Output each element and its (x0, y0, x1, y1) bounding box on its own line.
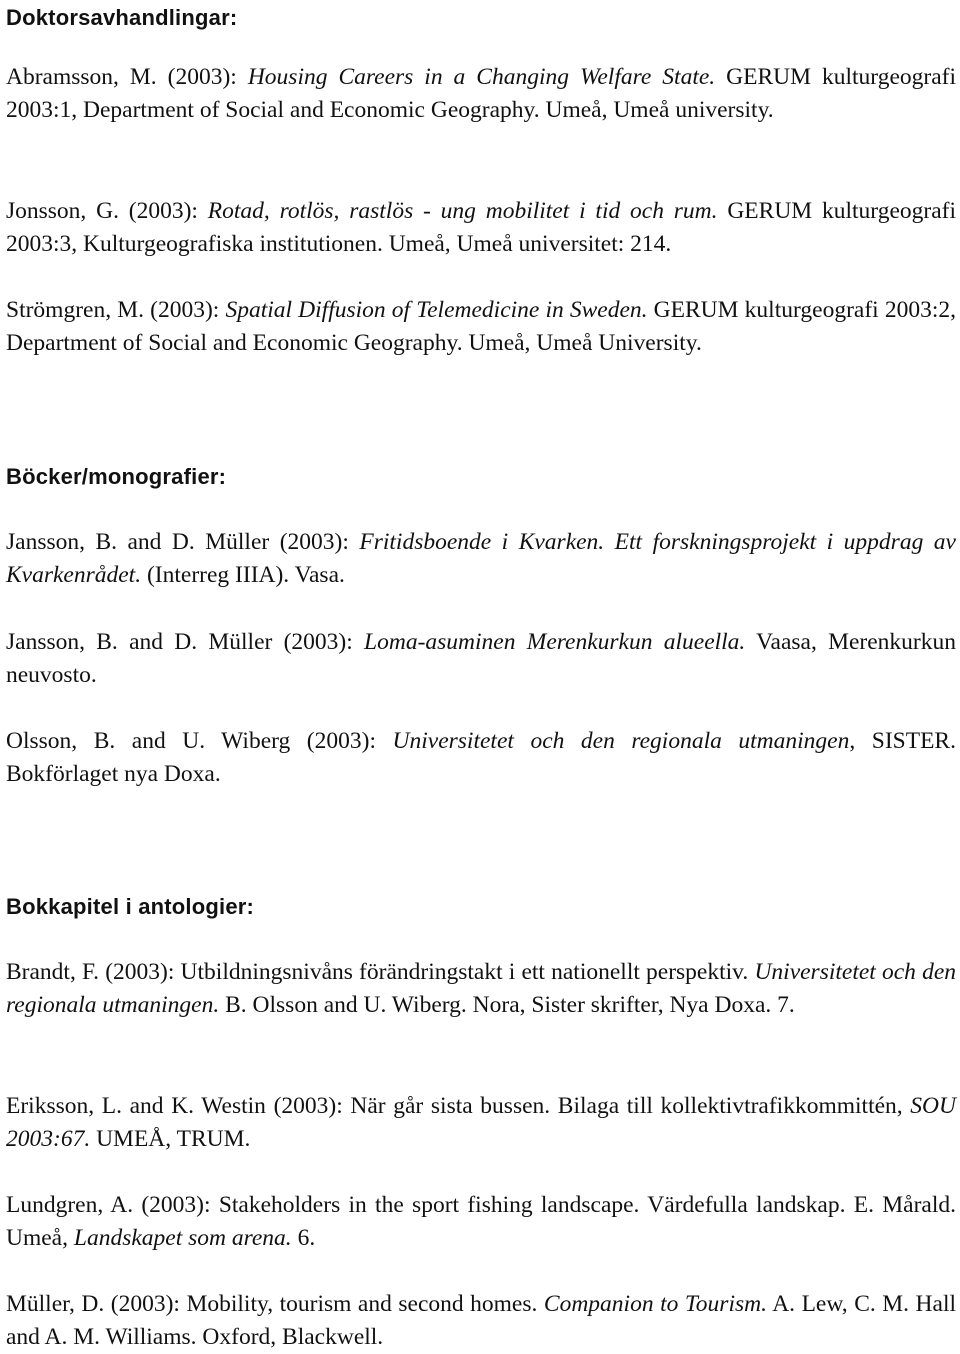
reference-entry: Jonsson, G. (2003): Rotad, rotlös, rastlös - ung mobilitet i tid och rum. GERUM kulturgeografi 2003:3, Kulturgeografiska institutionen. Umeå, Umeå universitet: 214. (6, 198, 956, 257)
section-heading-doktorsavhandlingar: Doktorsavhandlingar: (6, 5, 238, 30)
reference-entry: Eriksson, L. and K. Westin (2003): När går sista bussen. Bilaga till kollektivtrafikkommittén, SOU 2003:67. UMEÅ, TRUM. (6, 1093, 956, 1152)
reference-entry: Müller, D. (2003): Mobility, tourism and second homes. Companion to Tourism. A. Lew, C. M. Hall and A. M. Williams. Oxford, Blackwell. (6, 1291, 957, 1350)
reference-entry: Strömgren, M. (2003): Spatial Diffusion of Telemedicine in Sweden. GERUM kulturgeografi 2003:2, Department of Social and Economic Geography. Umeå, Umeå University. (6, 297, 956, 356)
reference-entry: Jansson, B. and D. Müller (2003): Fritidsboende i Kvarken. Ett forskningsprojekt i uppdrag av Kvarkenrådet. (Interreg IIIA). Vasa. (6, 529, 956, 588)
reference-entry: Abramsson, M. (2003): Housing Careers in a Changing Welfare State. GERUM kulturgeografi 2003:1, Department of Social and Economic Geography. Umeå, Umeå university. (6, 64, 957, 123)
reference-entry: Jansson, B. and D. Müller (2003): Loma-asuminen Merenkurkun alueella. Vaasa, Merenkurkun neuvosto. (6, 629, 956, 688)
reference-entry: Brandt, F. (2003): Utbildningsnivåns förändringstakt i ett nationellt perspektiv. Universitetet och den regionala utmaningen. B. Olsson and U. Wiberg. Nora, Sister skrifter, Nya Doxa. 7. (6, 959, 956, 1018)
reference-entry: Olsson, B. and U. Wiberg (2003): Universitetet och den regionala utmaningen, SISTER. Bokförlaget nya Doxa. (6, 728, 956, 787)
section-heading-bokkapitel: Bokkapitel i antologier: (6, 894, 255, 919)
section-heading-bocker-monografier: Böcker/monografier: (6, 464, 227, 489)
reference-entry: Lundgren, A. (2003): Stakeholders in the sport fishing landscape. Värdefulla landskap. E. Mårald. Umeå, Landskapet som arena. 6. (6, 1192, 956, 1251)
